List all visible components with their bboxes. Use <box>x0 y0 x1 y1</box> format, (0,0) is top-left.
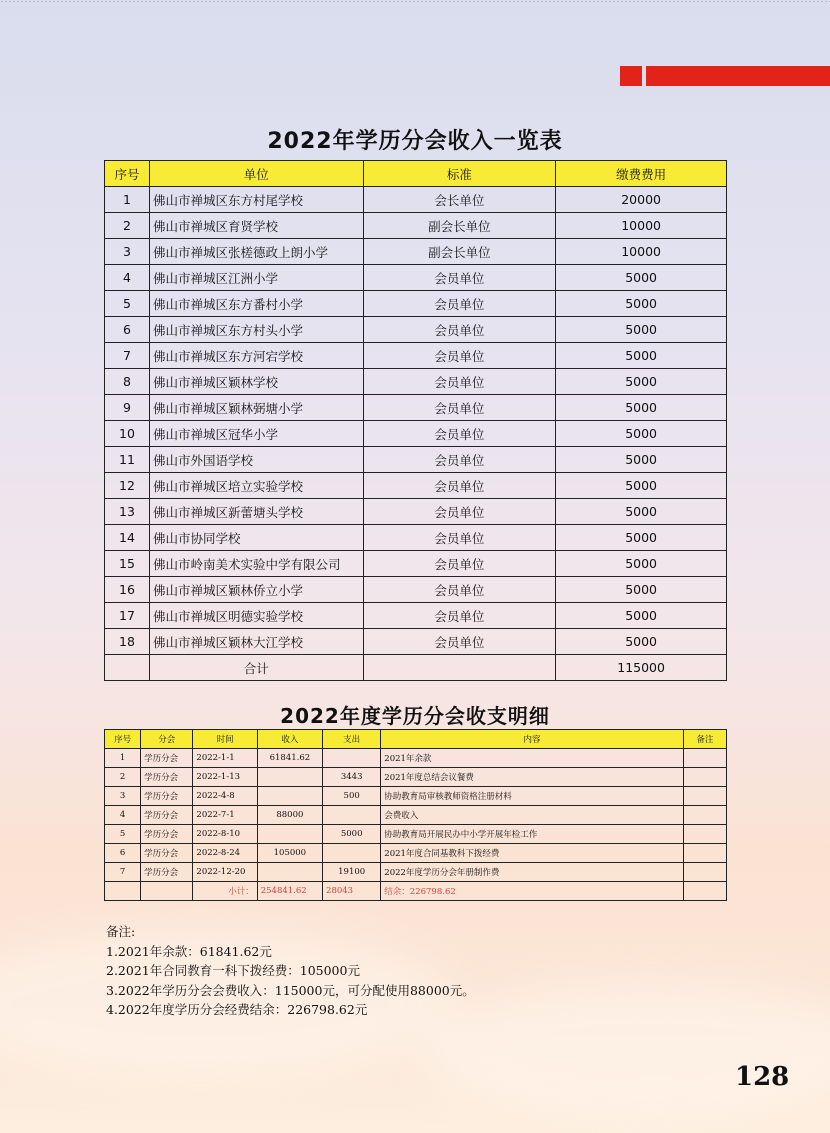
decorative-red-bar <box>646 66 830 86</box>
row-fee: 5000 <box>556 525 727 551</box>
header-cell: 标准 <box>363 161 556 187</box>
row-date: 2022-8-24 <box>193 844 257 863</box>
detail-table <box>104 729 727 901</box>
row-content: 协助教育局审核教师资格注册材料 <box>381 787 683 806</box>
row-content: 2021年度合同基教科下拨经费 <box>381 844 683 863</box>
row-date: 2022-1-13 <box>193 768 257 787</box>
row-unit: 佛山市禅城区东方番村小学 <box>149 291 363 317</box>
row-index: 6 <box>105 317 150 343</box>
row-fee: 10000 <box>556 239 727 265</box>
row-income <box>257 768 322 787</box>
row-unit: 佛山市禅城区培立实验学校 <box>149 473 363 499</box>
row-remark <box>683 825 726 844</box>
row-fee: 5000 <box>556 603 727 629</box>
row-fee: 5000 <box>556 265 727 291</box>
row-index: 1 <box>105 749 141 768</box>
detail-table-row <box>105 844 727 863</box>
detail-subtotal-row <box>105 882 727 901</box>
row-income: 88000 <box>257 806 322 825</box>
header-cell: 缴费费用 <box>556 161 727 187</box>
subtotal-empty-cell <box>141 882 193 901</box>
total-value: 115000 <box>556 655 727 681</box>
row-date: 2022-8-10 <box>193 825 257 844</box>
income-table-row <box>105 499 727 525</box>
header-cell: 单位 <box>149 161 363 187</box>
row-standard: 会员单位 <box>363 395 556 421</box>
row-unit: 佛山市禅城区江洲小学 <box>149 265 363 291</box>
detail-table-row <box>105 825 727 844</box>
row-index: 13 <box>105 499 150 525</box>
row-index: 2 <box>105 213 150 239</box>
detail-table-row <box>105 768 727 787</box>
row-remark <box>683 863 726 882</box>
row-expense: 500 <box>323 787 381 806</box>
row-index: 3 <box>105 239 150 265</box>
row-content: 2021年度总结会议餐费 <box>381 768 683 787</box>
income-table <box>104 160 727 681</box>
income-table-row <box>105 473 727 499</box>
row-unit: 佛山市禅城区冠华小学 <box>149 421 363 447</box>
background-cloud <box>420 980 830 1120</box>
income-table-title: 2022年学历分会收入一览表 <box>267 129 563 154</box>
row-index: 4 <box>105 265 150 291</box>
row-standard: 会员单位 <box>363 343 556 369</box>
row-index: 7 <box>105 863 141 882</box>
row-income: 61841.62 <box>257 749 322 768</box>
row-fee: 5000 <box>556 499 727 525</box>
income-table-row <box>105 265 727 291</box>
row-remark <box>683 806 726 825</box>
income-table-row <box>105 551 727 577</box>
income-table-row <box>105 291 727 317</box>
row-remark <box>683 787 726 806</box>
row-remark <box>683 768 726 787</box>
row-fee: 5000 <box>556 473 727 499</box>
detail-table-title: 2022年度学历分会收支明细 <box>280 704 550 728</box>
detail-table-row <box>105 787 727 806</box>
subtotal-empty-cell <box>105 882 141 901</box>
row-branch: 学历分会 <box>141 787 193 806</box>
row-expense <box>323 844 381 863</box>
row-unit: 佛山市外国语学校 <box>149 447 363 473</box>
row-standard: 会员单位 <box>363 369 556 395</box>
row-unit: 佛山市禅城区东方村尾学校 <box>149 187 363 213</box>
row-remark <box>683 749 726 768</box>
note-item: 4.2022年度学历分会经费结余：226798.62元 <box>106 1002 368 1017</box>
row-index: 5 <box>105 291 150 317</box>
row-standard: 会员单位 <box>363 421 556 447</box>
income-table-row <box>105 317 727 343</box>
income-table-row <box>105 525 727 551</box>
subtotal-empty-cell <box>683 882 726 901</box>
header-cell: 内容 <box>381 730 683 749</box>
row-content: 协助教育局开展民办中小学开展年检工作 <box>381 825 683 844</box>
header-cell: 序号 <box>105 730 141 749</box>
row-unit: 佛山市禅城区颖林学校 <box>149 369 363 395</box>
row-unit: 佛山市禅城区颖林大江学校 <box>149 629 363 655</box>
income-table-row <box>105 603 727 629</box>
notes-heading: 备注: <box>106 924 136 939</box>
row-fee: 5000 <box>556 395 727 421</box>
note-item: 3.2022年学历分会会费收入：115000元，可分配使用88000元。 <box>106 982 475 998</box>
row-standard: 会员单位 <box>363 473 556 499</box>
income-table-row <box>105 447 727 473</box>
row-index: 11 <box>105 447 150 473</box>
row-unit: 佛山市岭南美术实验中学有限公司 <box>149 551 363 577</box>
income-total-row <box>105 655 727 681</box>
row-content: 2021年余款 <box>381 749 683 768</box>
row-standard: 会员单位 <box>363 603 556 629</box>
row-index: 10 <box>105 421 150 447</box>
row-standard: 会员单位 <box>363 499 556 525</box>
subtotal-label: 小计： <box>193 882 257 901</box>
row-standard: 会员单位 <box>363 265 556 291</box>
row-branch: 学历分会 <box>141 844 193 863</box>
subtotal-balance: 结余：226798.62 <box>381 882 683 901</box>
row-unit: 佛山市禅城区颖林弼塘小学 <box>149 395 363 421</box>
top-dotted-border <box>0 0 830 3</box>
row-unit: 佛山市禅城区育贤学校 <box>149 213 363 239</box>
row-fee: 20000 <box>556 187 727 213</box>
row-standard: 副会长单位 <box>363 239 556 265</box>
row-standard: 会员单位 <box>363 525 556 551</box>
row-fee: 5000 <box>556 317 727 343</box>
notes-section <box>106 922 475 1020</box>
row-branch: 学历分会 <box>141 863 193 882</box>
row-date: 2022-4-8 <box>193 787 257 806</box>
row-date: 2022-1-1 <box>193 749 257 768</box>
row-date: 2022-7-1 <box>193 806 257 825</box>
subtotal-expense: 28043 <box>323 882 381 901</box>
row-standard: 会员单位 <box>363 629 556 655</box>
row-standard: 会员单位 <box>363 577 556 603</box>
row-unit: 佛山市禅城区明德实验学校 <box>149 603 363 629</box>
row-index: 12 <box>105 473 150 499</box>
row-remark <box>683 844 726 863</box>
row-date: 2022-12-20 <box>193 863 257 882</box>
row-fee: 5000 <box>556 577 727 603</box>
header-cell: 序号 <box>105 161 150 187</box>
row-index: 1 <box>105 187 150 213</box>
total-standard-cell <box>363 655 556 681</box>
row-index: 9 <box>105 395 150 421</box>
income-table-row <box>105 213 727 239</box>
row-standard: 会员单位 <box>363 551 556 577</box>
row-content: 2022年度学历分会年册制作费 <box>381 863 683 882</box>
row-unit: 佛山市禅城区东方河宕学校 <box>149 343 363 369</box>
row-unit: 佛山市禅城区颖林侨立小学 <box>149 577 363 603</box>
row-index: 16 <box>105 577 150 603</box>
header-cell: 支出 <box>323 730 381 749</box>
header-cell: 收入 <box>257 730 322 749</box>
row-unit: 佛山市禅城区新蕾塘头学校 <box>149 499 363 525</box>
row-unit: 佛山市禅城区东方村头小学 <box>149 317 363 343</box>
row-branch: 学历分会 <box>141 768 193 787</box>
income-table-row <box>105 577 727 603</box>
row-content: 会费收入 <box>381 806 683 825</box>
row-branch: 学历分会 <box>141 806 193 825</box>
row-fee: 5000 <box>556 629 727 655</box>
income-table-row <box>105 187 727 213</box>
row-income <box>257 787 322 806</box>
note-item: 2.2021年合同教育一科下拨经费：105000元 <box>106 963 360 978</box>
income-table-row <box>105 239 727 265</box>
header-cell: 备注 <box>683 730 726 749</box>
row-index: 18 <box>105 629 150 655</box>
note-item: 1.2021年余款：61841.62元 <box>106 943 272 959</box>
row-income <box>257 863 322 882</box>
page-number: 128 <box>735 1062 790 1092</box>
income-table-row <box>105 629 727 655</box>
row-expense: 5000 <box>323 825 381 844</box>
income-table-row <box>105 343 727 369</box>
row-index: 2 <box>105 768 141 787</box>
row-fee: 5000 <box>556 551 727 577</box>
header-cell: 时间 <box>193 730 257 749</box>
row-index: 17 <box>105 603 150 629</box>
row-fee: 5000 <box>556 343 727 369</box>
total-label: 合计 <box>149 655 363 681</box>
row-expense: 19100 <box>323 863 381 882</box>
row-fee: 5000 <box>556 421 727 447</box>
row-index: 4 <box>105 806 141 825</box>
row-index: 5 <box>105 825 141 844</box>
detail-table-header <box>105 730 727 749</box>
row-standard: 会员单位 <box>363 317 556 343</box>
row-index: 14 <box>105 525 150 551</box>
row-fee: 10000 <box>556 213 727 239</box>
row-branch: 学历分会 <box>141 749 193 768</box>
row-standard: 会员单位 <box>363 447 556 473</box>
subtotal-income: 254841.62 <box>257 882 322 901</box>
row-standard: 会员单位 <box>363 291 556 317</box>
row-income: 105000 <box>257 844 322 863</box>
row-income <box>257 825 322 844</box>
row-fee: 5000 <box>556 447 727 473</box>
row-unit: 佛山市禅城区张槎德政上朗小学 <box>149 239 363 265</box>
income-table-row <box>105 395 727 421</box>
row-index: 3 <box>105 787 141 806</box>
row-expense <box>323 806 381 825</box>
row-expense: 3443 <box>323 768 381 787</box>
row-standard: 会长单位 <box>363 187 556 213</box>
row-branch: 学历分会 <box>141 825 193 844</box>
row-standard: 副会长单位 <box>363 213 556 239</box>
row-index: 15 <box>105 551 150 577</box>
income-table-header <box>105 161 727 187</box>
total-index-cell <box>105 655 150 681</box>
income-table-row <box>105 421 727 447</box>
row-fee: 5000 <box>556 291 727 317</box>
row-index: 8 <box>105 369 150 395</box>
row-index: 6 <box>105 844 141 863</box>
header-cell: 分会 <box>141 730 193 749</box>
detail-table-row <box>105 863 727 882</box>
detail-table-row <box>105 806 727 825</box>
row-unit: 佛山市协同学校 <box>149 525 363 551</box>
detail-table-row <box>105 749 727 768</box>
decorative-red-bar <box>620 66 642 86</box>
row-fee: 5000 <box>556 369 727 395</box>
row-index: 7 <box>105 343 150 369</box>
row-expense <box>323 749 381 768</box>
income-table-row <box>105 369 727 395</box>
